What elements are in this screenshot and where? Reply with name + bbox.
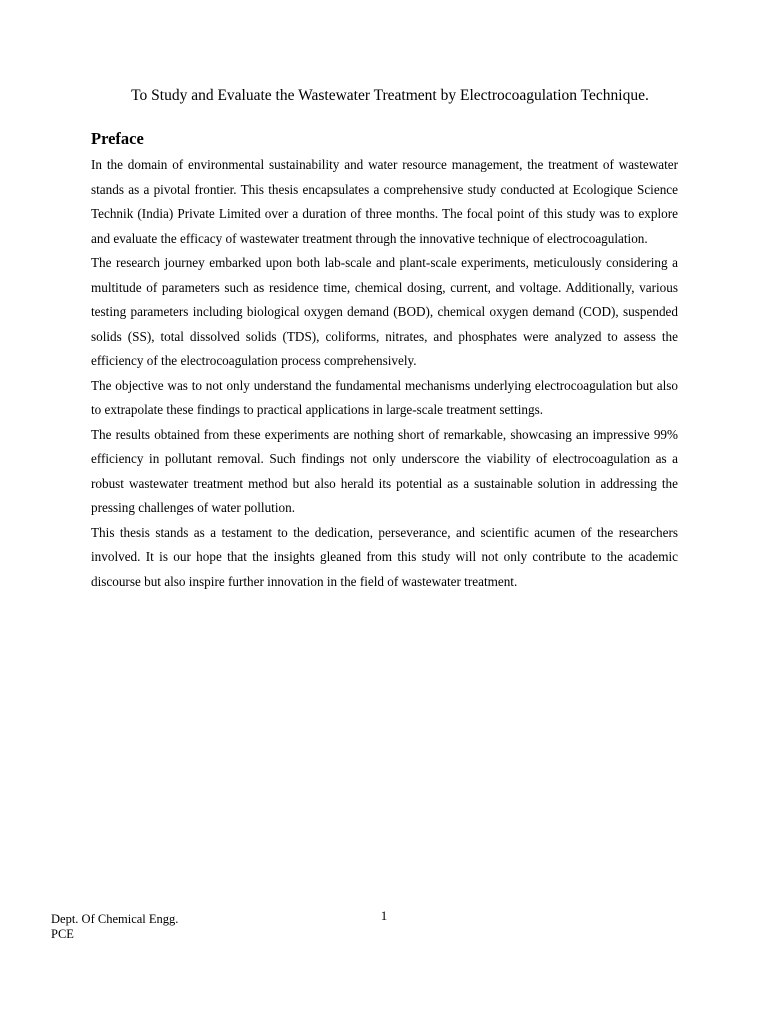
preface-paragraph: The results obtained from these experiments are nothing short of remarkable, showcasing an impressive 99% efficiency in pollutant removal. Such findings not only underscore the viability of electrocoagulation as a robust wastewater treatment method but also herald its potential as a sustainable solution in addressing the pressing challenges of water pollution. <box>91 426 678 515</box>
footer-department <box>51 912 178 942</box>
footer-department-name: Dept. Of Chemical Engg. <box>51 912 179 926</box>
page-number: 1 <box>380 908 388 923</box>
section-heading-preface: Preface <box>91 129 144 148</box>
document-title: To Study and Evaluate the Wastewater Treatment by Electrocoagulation Technique. <box>131 87 649 104</box>
preface-paragraph: In the domain of environmental sustainability and water resource management, the treatment of wastewater stands as a pivotal frontier. This thesis encapsulates a comprehensive study conducted at Ecologique Science Technik (India) Private Limited over a duration of three months. The focal point of this study was to explore and evaluate the efficacy of wastewater treatment through the innovative technique of electrocoagulation. <box>91 157 678 246</box>
footer-institution: PCE <box>51 927 74 941</box>
preface-paragraph: This thesis stands as a testament to the dedication, perseverance, and scientific acumen of the researchers involved. It is our hope that the insights gleaned from this study will not only contribute to the academic discourse but also inspire further innovation in the field of wastewater treatment. <box>91 524 678 589</box>
preface-paragraph: The objective was to not only understand the fundamental mechanisms underlying electrocoagulation but also to extrapolate these findings to practical applications in large-scale treatment settings. <box>91 377 678 417</box>
preface-paragraph: The research journey embarked upon both lab-scale and plant-scale experiments, meticulously considering a multitude of parameters such as residence time, chemical dosing, current, and voltage. Additionally, various testing parameters including biological oxygen demand (BOD), chemical oxygen demand (COD), suspended solids (SS), total dissolved solids (TDS), coliforms, nitrates, and phosphates were analyzed to assess the efficiency of the electrocoagulation process comprehensively. <box>91 255 678 368</box>
preface-body <box>91 153 678 594</box>
